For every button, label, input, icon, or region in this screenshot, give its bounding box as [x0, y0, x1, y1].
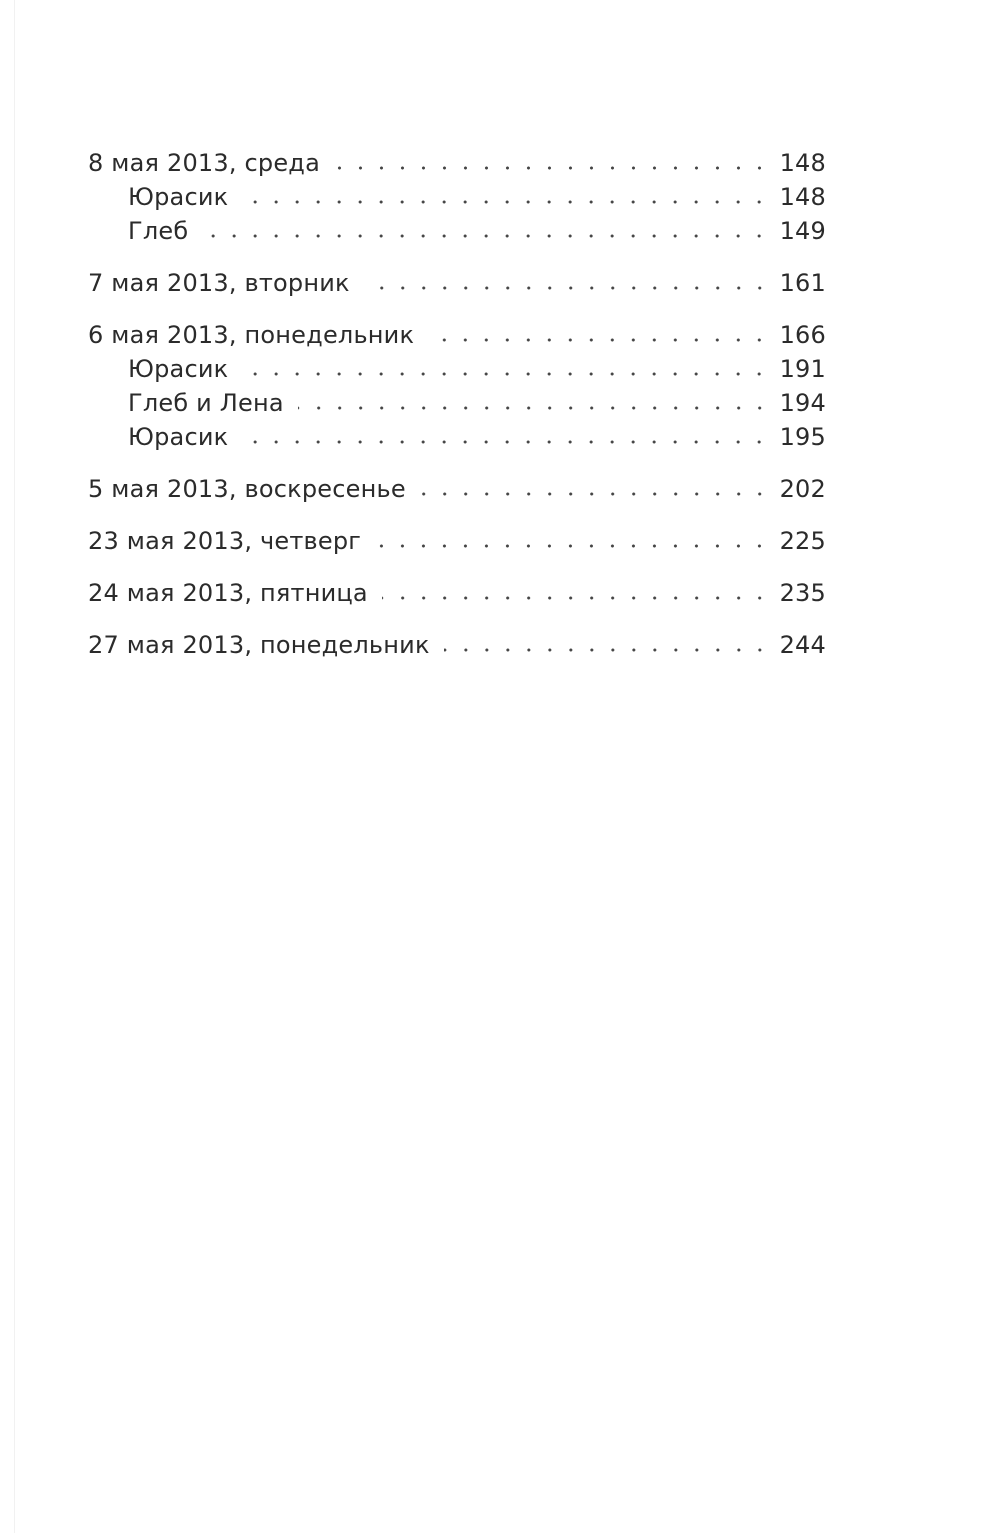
toc-subentry[interactable]	[88, 180, 826, 214]
toc-subentry[interactable]	[88, 214, 826, 248]
toc-entry-title: Глеб и Лена	[128, 389, 284, 417]
toc-group	[88, 318, 826, 454]
dot-leader	[444, 648, 770, 652]
toc-entry-page: 202	[779, 475, 826, 503]
toc-subentry[interactable]	[88, 352, 826, 386]
toc-entry-page: 194	[779, 389, 826, 417]
toc-entry-title: Юрасик	[128, 183, 229, 211]
toc-entry-title: 24 мая 2013, пятница	[88, 579, 368, 607]
dot-leader	[382, 596, 770, 600]
dot-leader	[202, 234, 770, 238]
toc-entry-title: Юрасик	[128, 423, 229, 451]
toc-entry-page: 244	[779, 631, 826, 659]
toc-entry-page: 161	[779, 269, 826, 297]
toc-entry-page: 225	[779, 527, 826, 555]
toc-group	[88, 146, 826, 248]
dot-leader	[420, 492, 770, 496]
dot-leader	[242, 440, 770, 444]
toc-subentry[interactable]	[88, 386, 826, 420]
toc-entry[interactable]	[88, 472, 826, 506]
toc-entry[interactable]	[88, 576, 826, 610]
toc-entry-page: 191	[779, 355, 826, 383]
dot-leader	[334, 166, 770, 170]
toc-entry-title: 27 мая 2013, понедельник	[88, 631, 430, 659]
toc-entry[interactable]	[88, 266, 826, 300]
toc-entry[interactable]	[88, 524, 826, 558]
toc-entry-title: 7 мая 2013, вторник	[88, 269, 350, 297]
toc-entry-title: 8 мая 2013, среда	[88, 149, 321, 177]
dot-leader	[364, 286, 770, 290]
page-edge-line	[14, 0, 15, 1533]
toc-entry-page: 235	[779, 579, 826, 607]
toc-entry[interactable]	[88, 146, 826, 180]
toc-entry-title: Юрасик	[128, 355, 229, 383]
toc-subentry[interactable]	[88, 420, 826, 454]
toc-entry-title: 6 мая 2013, понедельник	[88, 321, 415, 349]
dot-leader	[298, 406, 770, 410]
toc-entry-page: 195	[779, 423, 826, 451]
dot-leader	[242, 372, 770, 376]
dot-leader	[375, 544, 770, 548]
toc-group	[88, 472, 826, 506]
toc-entry-page: 149	[779, 217, 826, 245]
toc-entry-page: 166	[779, 321, 826, 349]
toc-group	[88, 576, 826, 610]
table-of-contents	[88, 146, 826, 680]
toc-entry-title: 5 мая 2013, воскресенье	[88, 475, 406, 503]
toc-group	[88, 524, 826, 558]
toc-entry[interactable]	[88, 628, 826, 662]
dot-leader	[242, 200, 770, 204]
toc-entry-page: 148	[779, 149, 826, 177]
toc-entry[interactable]	[88, 318, 826, 352]
dot-leader	[428, 338, 770, 342]
toc-entry-title: 23 мая 2013, четверг	[88, 527, 362, 555]
toc-entry-page: 148	[779, 183, 826, 211]
toc-group	[88, 266, 826, 300]
toc-group	[88, 628, 826, 662]
toc-entry-title: Глеб	[128, 217, 189, 245]
